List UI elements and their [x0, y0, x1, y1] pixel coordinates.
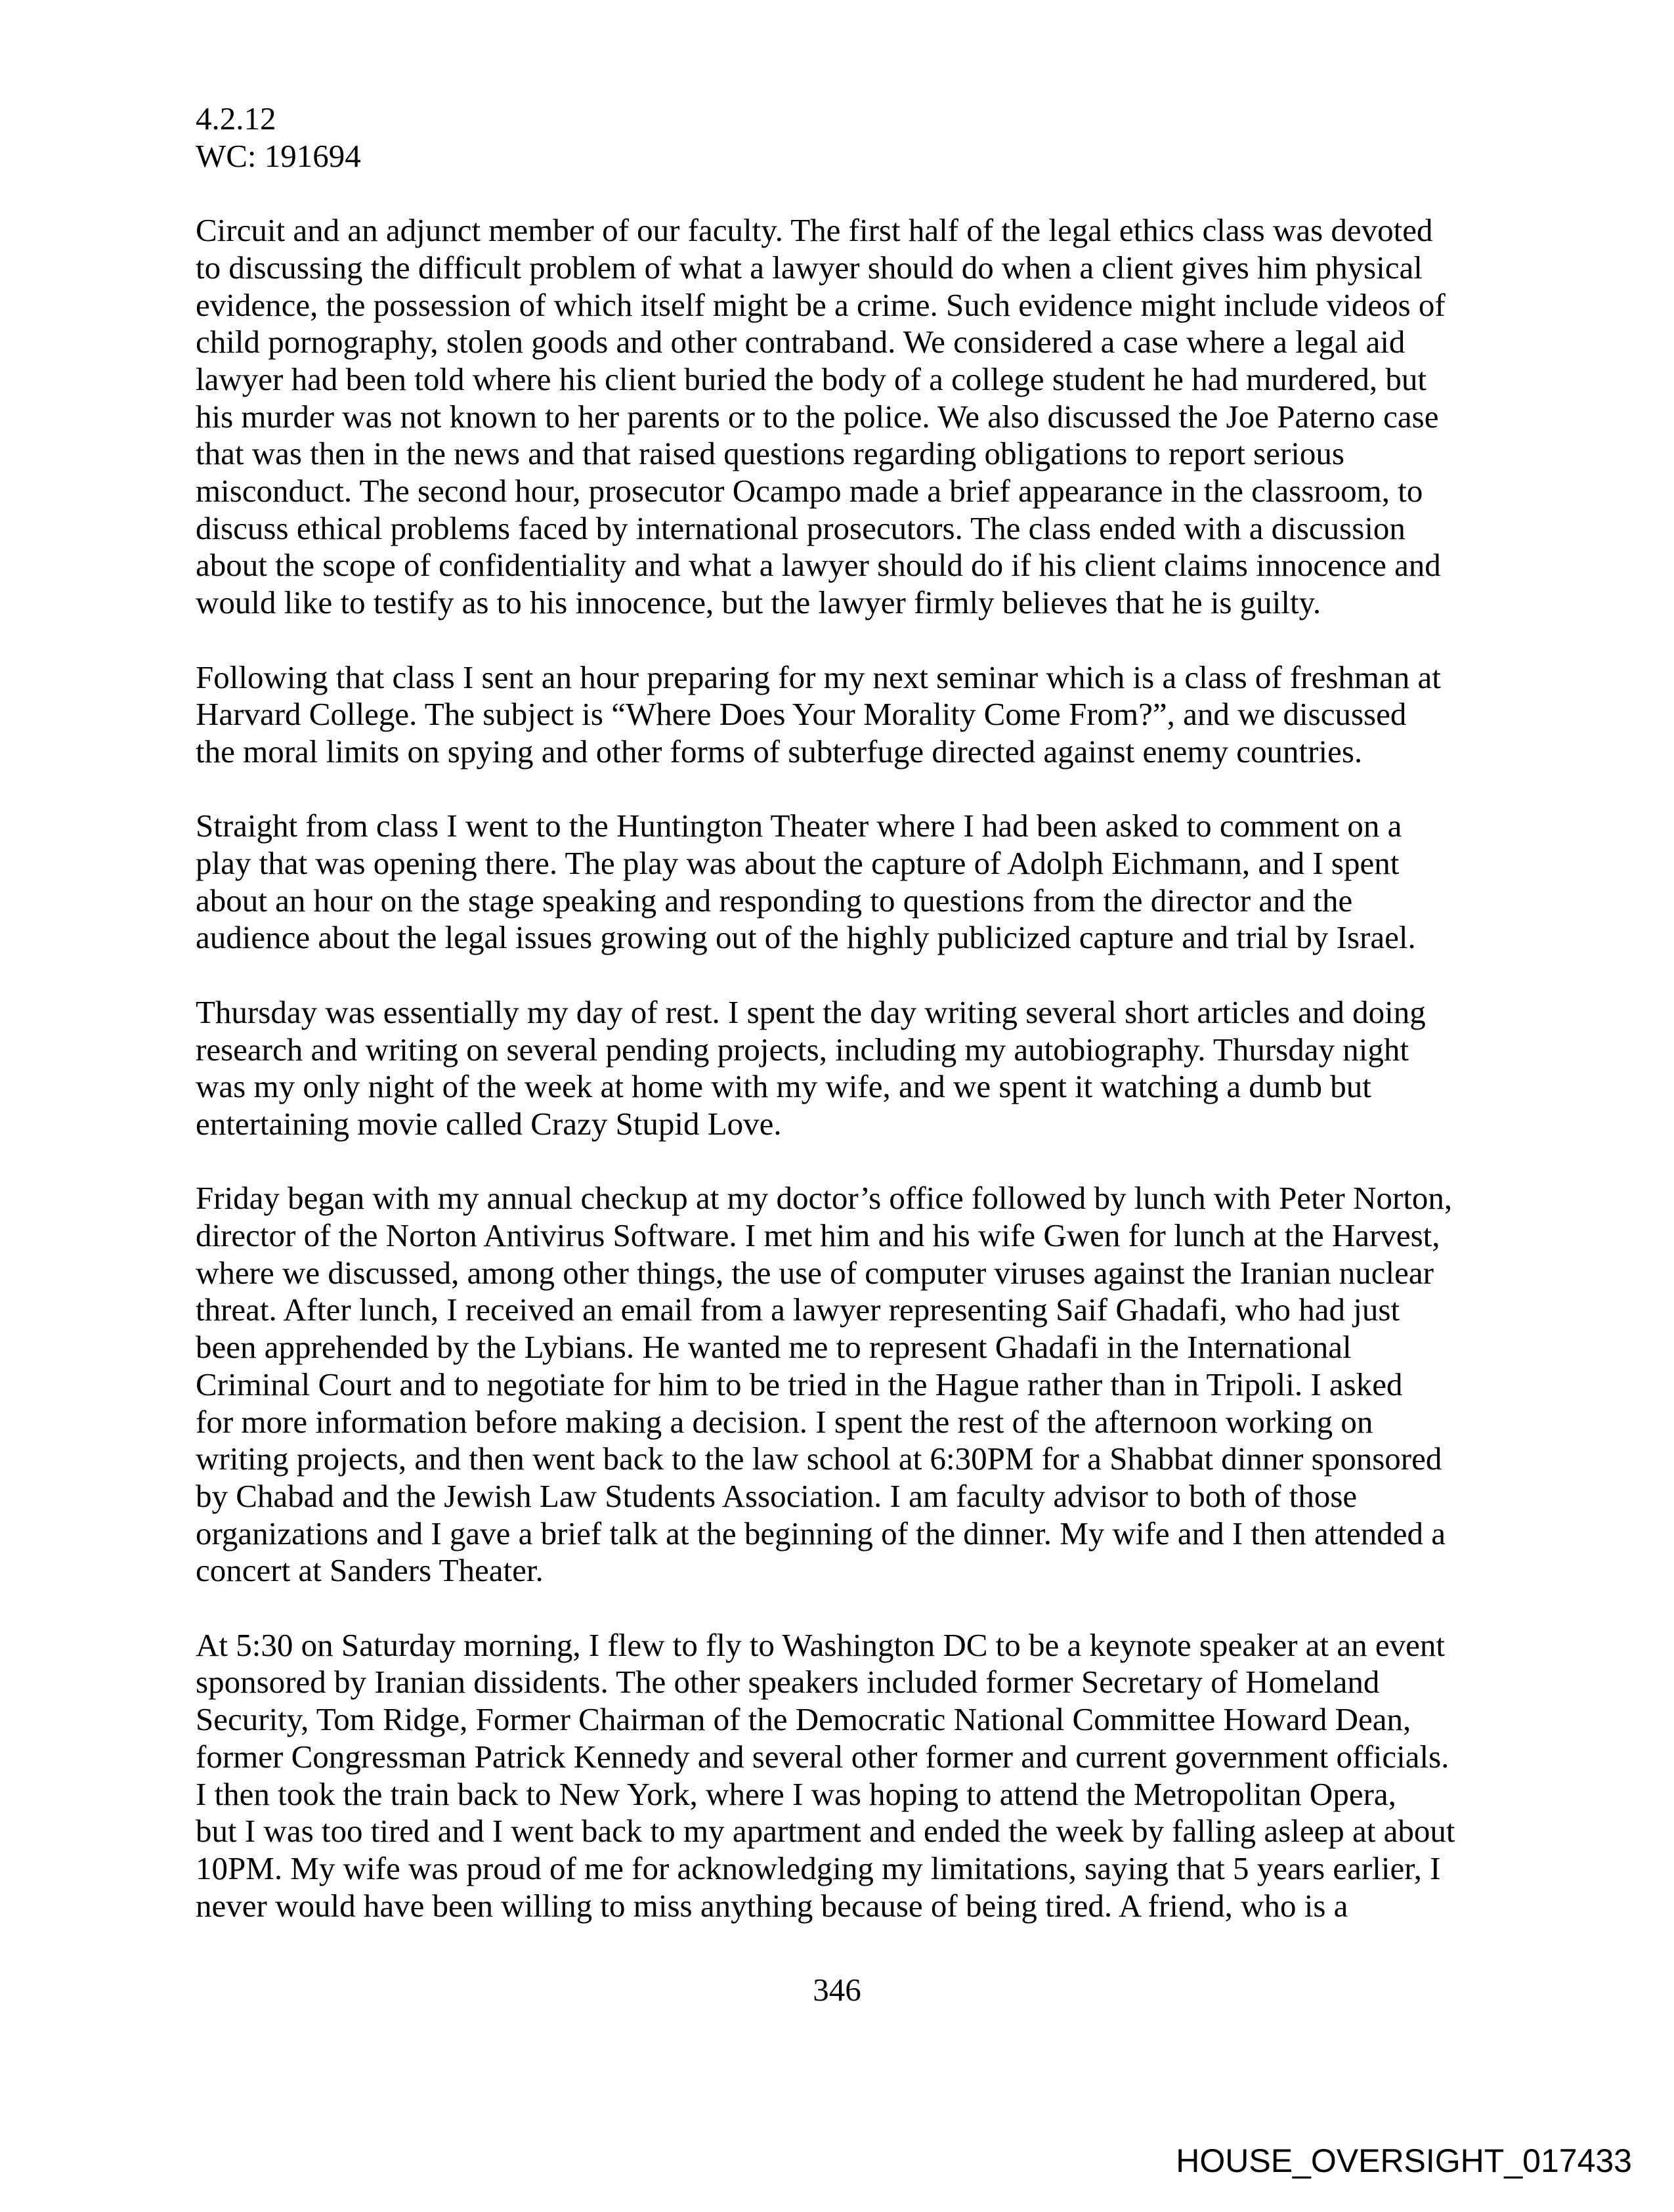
- text-line: Criminal Court and to negotiate for him to be tried in the Hague rather than in Tripoli. I asked: [196, 1366, 1403, 1402]
- paragraph: [196, 1180, 1509, 1590]
- paragraph: [196, 994, 1509, 1143]
- paragraph: [196, 808, 1509, 957]
- text-line: never would have been willing to miss anything because of being tired. A friend, who is a: [196, 1887, 1348, 1924]
- text-line: for more information before making a decision. I spent the rest of the afternoon working on: [196, 1403, 1373, 1440]
- text-line: the moral limits on spying and other forms of subterfuge directed against enemy countries.: [196, 733, 1363, 770]
- text-line: Security, Tom Ridge, Former Chairman of the Democratic National Committee Howard Dean,: [196, 1701, 1411, 1738]
- text-line: Harvard College. The subject is “Where Does Your Morality Come From?”, and we discussed: [196, 696, 1407, 733]
- paragraph: [196, 1627, 1509, 1925]
- text-line: that was then in the news and that raised questions regarding obligations to report serious: [196, 435, 1345, 472]
- paragraph: [196, 212, 1509, 622]
- text-line: 10PM. My wife was proud of me for acknowledging my limitations, saying that 5 years earlier, I: [196, 1850, 1441, 1886]
- text-line: was my only night of the week at home with my wife, and we spent it watching a dumb but: [196, 1068, 1371, 1105]
- page-number: 346: [813, 1972, 861, 2008]
- text-line: play that was opening there. The play was about the capture of Adolph Eichmann, and I spent: [196, 845, 1400, 882]
- text-line: to discussing the difficult problem of what a lawyer should do when a client gives him physical: [196, 249, 1423, 286]
- text-line: misconduct. The second hour, prosecutor Ocampo made a brief appearance in the classroom, to: [196, 473, 1423, 510]
- text-line: entertaining movie called Crazy Stupid Love.: [196, 1105, 782, 1142]
- text-line: Straight from class I went to the Huntington Theater where I had been asked to comment on a: [196, 808, 1402, 844]
- text-line: threat. After lunch, I received an email from a lawyer representing Saif Ghadafi, who had just: [196, 1291, 1400, 1328]
- paragraphs: [196, 212, 1509, 1924]
- text-line: by Chabad and the Jewish Law Students Association. I am faculty advisor to both of those: [196, 1477, 1358, 1514]
- text-line: child pornography, stolen goods and other contraband. We considered a case where a legal aid: [196, 324, 1406, 360]
- text-line: Thursday was essentially my day of rest. I spent the day writing several short articles and doing: [196, 993, 1426, 1030]
- word-count: WC: 191694: [196, 137, 361, 174]
- text-line: about the scope of confidentiality and what a lawyer should do if his client claims innocence and: [196, 547, 1441, 584]
- document-date: 4.2.12: [196, 100, 276, 137]
- text-line: concert at Sanders Theater.: [196, 1552, 544, 1589]
- text-line: sponsored by Iranian dissidents. The other speakers included former Secretary of Homeland: [196, 1664, 1380, 1701]
- text-line: former Congressman Patrick Kennedy and several other former and current government officials.: [196, 1738, 1449, 1775]
- text-line: audience about the legal issues growing out of the highly publicized capture and trial by Israel.: [196, 919, 1416, 956]
- text-line: At 5:30 on Saturday morning, I flew to fly to Washington DC to be a keynote speaker at an event: [196, 1626, 1446, 1663]
- text-line: where we discussed, among other things, the use of computer viruses against the Iranian nuclear: [196, 1254, 1434, 1291]
- text-line: about an hour on the stage speaking and responding to questions from the director and the: [196, 882, 1353, 919]
- text-line: lawyer had been told where his client buried the body of a college student he had murdered, but: [196, 360, 1427, 397]
- text-line: Friday began with my annual checkup at my doctor’s office followed by lunch with Peter Norton,: [196, 1180, 1453, 1217]
- text-line: his murder was not known to her parents or to the police. We also discussed the Joe Paterno case: [196, 398, 1439, 435]
- text-line: would like to testify as to his innocence, but the lawyer firmly believes that he is guilty.: [196, 584, 1321, 621]
- document-header: [196, 100, 1509, 175]
- paragraph: [196, 659, 1509, 771]
- text-line: but I was too tired and I went back to my apartment and ended the week by falling asleep at about: [196, 1813, 1455, 1850]
- text-line: I then took the train back to New York, where I was hoping to attend the Metropolitan Opera,: [196, 1775, 1396, 1812]
- text-line: writing projects, and then went back to the law school at 6:30PM for a Shabbat dinner sponsored: [196, 1441, 1442, 1477]
- text-line: organizations and I gave a brief talk at the beginning of the dinner. My wife and I then attended a: [196, 1515, 1446, 1551]
- text-line: director of the Norton Antivirus Software. I met him and his wife Gwen for lunch at the Harvest,: [196, 1217, 1440, 1254]
- text-line: Following that class I sent an hour preparing for my next seminar which is a class of freshman at: [196, 659, 1441, 695]
- text-line: Circuit and an adjunct member of our faculty. The first half of the legal ethics class was devoted: [196, 212, 1433, 249]
- document-body: [196, 100, 1509, 1962]
- text-line: evidence, the possession of which itself might be a crime. Such evidence might include videos of: [196, 286, 1446, 323]
- bates-number: HOUSE_OVERSIGHT_017433: [1176, 2142, 1632, 2179]
- text-line: research and writing on several pending projects, including my autobiography. Thursday night: [196, 1031, 1409, 1068]
- text-line: been apprehended by the Lybians. He wanted me to represent Ghadafi in the International: [196, 1329, 1352, 1366]
- text-line: discuss ethical problems faced by international prosecutors. The class ended with a discussion: [196, 510, 1406, 546]
